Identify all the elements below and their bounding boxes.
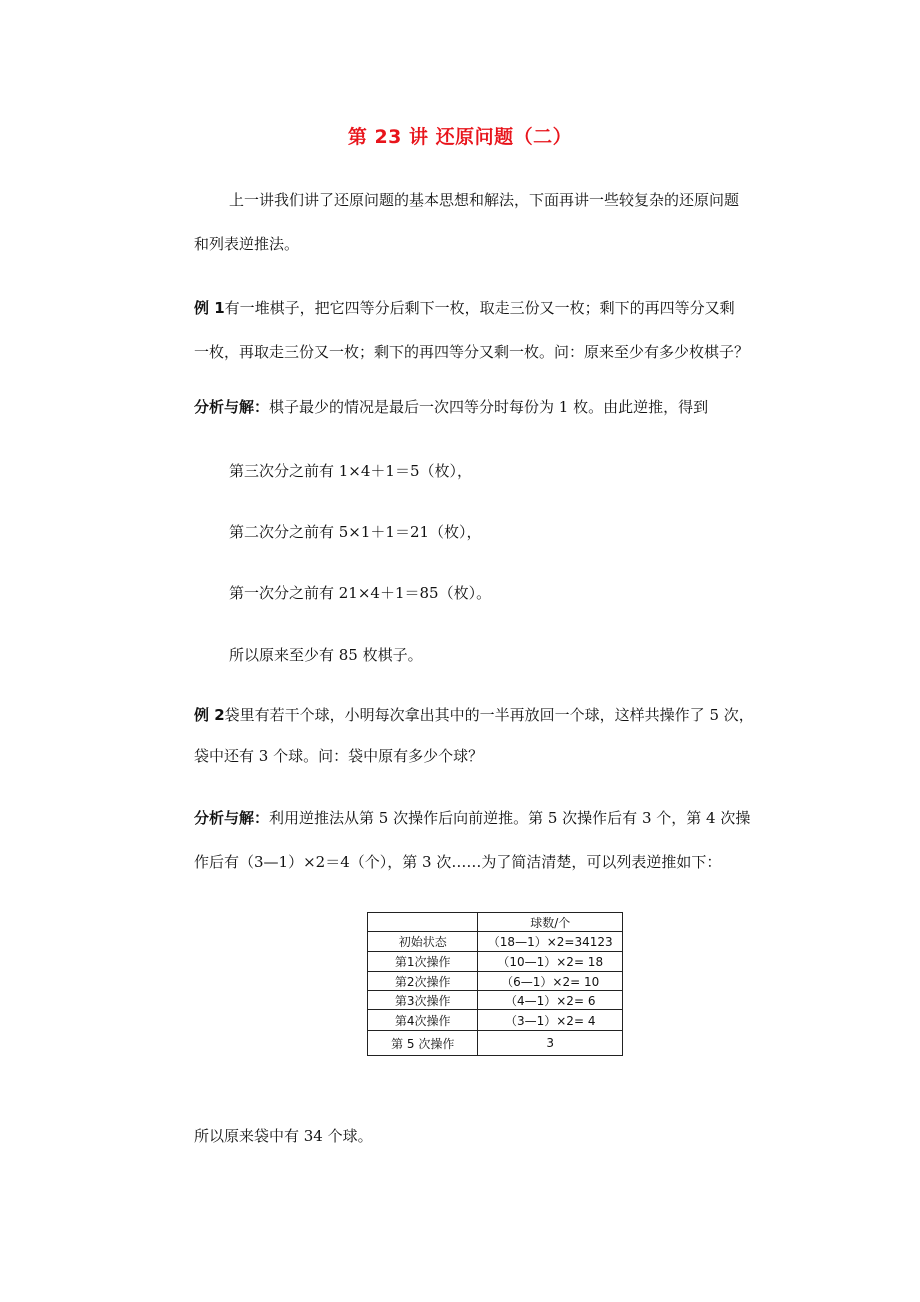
example2-analysis-2: 作后有（3—1）×2＝4（个），第 3 次……为了简洁清楚，可以列表逆推如下： <box>194 853 722 871</box>
example1-conclusion: 所以原来至少有 85 枚棋子。 <box>229 646 423 664</box>
reverse-table <box>367 912 623 1056</box>
table-header-cell: 球数/个 <box>478 913 623 932</box>
example2-line-2: 袋中还有 3 个球。问：袋中原有多少个球？ <box>194 747 484 765</box>
table-cell-step: 第4次操作 <box>368 1010 478 1031</box>
table-row <box>368 991 623 1010</box>
table-cell-value: 3 <box>478 1031 623 1056</box>
intro-line-1: 上一讲我们讲了还原问题的基本思想和解法，下面再讲一些较复杂的还原问题 <box>229 191 740 209</box>
table-cell-step: 初始状态 <box>368 932 478 952</box>
table-row <box>368 932 623 952</box>
example1-label: 例 1 <box>194 299 225 317</box>
analysis-label: 分析与解： <box>194 809 270 827</box>
table-row <box>368 952 623 972</box>
table-row <box>368 972 623 991</box>
example2-text-1: 袋里有若干个球，小明每次拿出其中的一半再放回一个球，这样共操作了 5 次， <box>224 706 754 724</box>
step-2: 第二次分之前有 5×1＋1＝21（枚）， <box>229 523 482 541</box>
step-3: 第一次分之前有 21×4＋1＝85（枚）。 <box>229 584 492 602</box>
example2-label: 例 2 <box>194 706 225 724</box>
table-cell-step: 第3次操作 <box>368 991 478 1010</box>
analysis-text: 棋子最少的情况是最后一次四等分时每份为 1 枚。由此逆推，得到 <box>269 398 709 416</box>
step-1: 第三次分之前有 1×4＋1＝5（枚）， <box>229 462 473 480</box>
table-cell-value: （6—1）×2= 10 <box>478 972 623 991</box>
example1-line-1 <box>194 298 735 318</box>
table-header-row <box>368 913 623 932</box>
table-cell-value: （18—1）×2=34123 <box>478 932 623 952</box>
page-title: 第 23 讲 还原问题（二） <box>347 126 573 148</box>
example2-conclusion: 所以原来袋中有 34 个球。 <box>194 1127 373 1145</box>
table-header-cell <box>368 913 478 932</box>
table-cell-value: （10—1）×2= 18 <box>478 952 623 972</box>
table-cell-value: （4—1）×2= 6 <box>478 991 623 1010</box>
example2-analysis-1 <box>194 808 750 828</box>
example1-line-2: 一枚，再取走三份又一枚；剩下的再四等分又剩一枚。问：原来至少有多少枚棋子？ <box>194 343 750 361</box>
intro-line-2: 和列表逆推法。 <box>194 235 300 253</box>
table-row <box>368 1031 623 1056</box>
table-cell-step: 第 5 次操作 <box>368 1031 478 1056</box>
example1-text-1: 有一堆棋子，把它四等分后剩下一枚，取走三份又一枚；剩下的再四等分又剩 <box>224 299 735 317</box>
analysis-label: 分析与解： <box>194 398 270 416</box>
analysis-text: 利用逆推法从第 5 次操作后向前逆推。第 5 次操作后有 3 个，第 4 次操 <box>269 809 751 827</box>
table-cell-value: （3—1）×2= 4 <box>478 1010 623 1031</box>
example1-analysis <box>194 397 708 417</box>
table-cell-step: 第2次操作 <box>368 972 478 991</box>
example2-line-1 <box>194 705 754 725</box>
table-row <box>368 1010 623 1031</box>
table-cell-step: 第1次操作 <box>368 952 478 972</box>
